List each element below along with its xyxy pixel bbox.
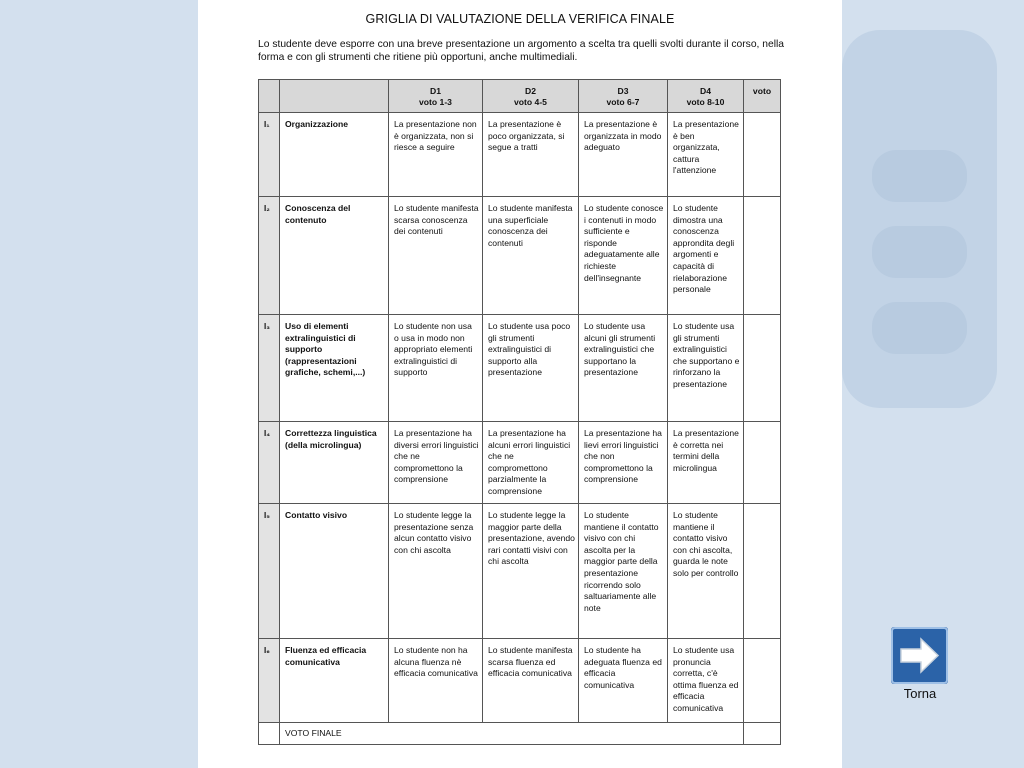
row-d1: Lo studente non ha alcuna fluenza nè efficacia comunicativa [389,639,483,723]
header-d1 [389,80,483,113]
row-criterion: Contatto visivo [280,504,389,639]
table-row [259,639,781,723]
row-d2: Lo studente manifesta una superficiale conoscenza dei contenuti [483,197,579,315]
document-intro: Lo studente deve esporre con una breve presentazione un argomento a scelta tra quelli svolti durante il corso, nella forma e con gli strumenti che ritiene più opportuni, anche multimediali. [258,39,785,63]
row-voto [744,197,781,315]
decorative-logo-shape [842,30,997,408]
row-d1: La presentazione ha diversi errori linguistici che ne compromettono la comprensione [389,422,483,504]
header-d2-range: voto 4-5 [514,97,547,107]
row-d1: Lo studente non usa o usa in modo non appropriato elementi extralinguistici di supporto [389,315,483,422]
header-d1-range: voto 1-3 [419,97,452,107]
row-index: I₁ [259,113,280,197]
row-d2: Lo studente manifesta scarsa fluenza ed efficacia comunicativa [483,639,579,723]
document-page [198,0,842,768]
row-d3: Lo studente usa alcuni gli strumenti extralinguistici che supportano la presentazione [579,315,668,422]
evaluation-grid-table [258,79,781,745]
table-row [259,422,781,504]
arrow-right-icon [891,627,948,684]
table-row [259,113,781,197]
row-d4: Lo studente mantiene il contatto visivo con chi ascolta, guarda le note solo per controllo [668,504,744,639]
row-criterion: Correttezza linguistica (della microlingua) [280,422,389,504]
row-d1: Lo studente legge la presentazione senza alcun contatto visivo con chi ascolta [389,504,483,639]
row-d3: Lo studente conosce i contenuti in modo sufficiente e risponde adeguatamente alle richieste dell'insegnante [579,197,668,315]
table-row [259,504,781,639]
header-index [259,80,280,113]
row-d3: La presentazione è organizzata in modo adeguato [579,113,668,197]
row-voto [744,639,781,723]
row-d1: Lo studente manifesta scarsa conoscenza dei contenuti [389,197,483,315]
row-d4: Lo studente dimostra una conoscenza approndita degli argomenti e capacità di rielaborazione personale [668,197,744,315]
row-d4: La presentazione è ben organizzata, cattura l'attenzione [668,113,744,197]
row-index: I₅ [259,504,280,639]
row-index: I₂ [259,197,280,315]
row-voto [744,504,781,639]
row-criterion: Fluenza ed efficacia comunicativa [280,639,389,723]
table-row [259,315,781,422]
header-d3-name: D3 [617,86,629,96]
row-voto [744,113,781,197]
header-d2-name: D2 [525,86,536,96]
row-voto [744,422,781,504]
table-row [259,197,781,315]
row-criterion: Conoscenza del contenuto [280,197,389,315]
row-d4: La presentazione è corretta nei termini della microlingua [668,422,744,504]
row-d2: Lo studente legge la maggior parte della presentazione, avendo rari contatti visivi con chi ascolta [483,504,579,639]
back-button-label[interactable]: Torna [903,686,937,701]
header-d4 [668,80,744,113]
row-d2: La presentazione ha alcuni errori linguistici che ne compromettono parzialmente la comprensione [483,422,579,504]
header-d4-range: voto 8-10 [686,97,725,107]
row-d3: Lo studente ha adeguata fluenza ed efficacia comunicativa [579,639,668,723]
header-voto: voto [744,80,781,113]
row-criterion: Uso di elementi extralinguistici di supporto (rappresentazioni grafiche, schemi,...) [280,315,389,422]
back-button[interactable] [891,627,948,684]
row-d4: Lo studente usa pronuncia corretta, c'è ottima fluenza ed efficacia comunicativa [668,639,744,723]
final-index-cell [259,723,280,745]
row-criterion: Organizzazione [280,113,389,197]
row-d4: Lo studente usa gli strumenti extralinguistici che supportano e rinforzano la presentazione [668,315,744,422]
final-score-row [259,723,781,745]
row-d2: Lo studente usa poco gli strumenti extralinguistici di supporto alla presentazione [483,315,579,422]
row-voto [744,315,781,422]
document-title: GRIGLIA DI VALUTAZIONE DELLA VERIFICA FINALE [365,12,675,26]
row-d3: La presentazione ha lievi errori linguistici che non compromettono la comprensione [579,422,668,504]
row-d2: La presentazione è poco organizzata, si segue a tratti [483,113,579,197]
row-d3: Lo studente mantiene il contatto visivo con chi ascolta per la maggior parte della presentazione ricorrendo solo saltuariamente alle note [579,504,668,639]
header-d4-name: D4 [700,86,711,96]
table-header-row [259,80,781,113]
final-score-value [744,723,781,745]
final-score-label: VOTO FINALE [280,723,744,745]
row-d1: La presentazione non è organizzata, non si riesce a seguire [389,113,483,197]
header-d3-range: voto 6-7 [606,97,640,107]
row-index: I₄ [259,422,280,504]
header-criterion [280,80,389,113]
header-d3 [579,80,668,113]
row-index: I₆ [259,639,280,723]
header-d1-name: D1 [430,86,441,96]
row-index: I₃ [259,315,280,422]
header-d2 [483,80,579,113]
